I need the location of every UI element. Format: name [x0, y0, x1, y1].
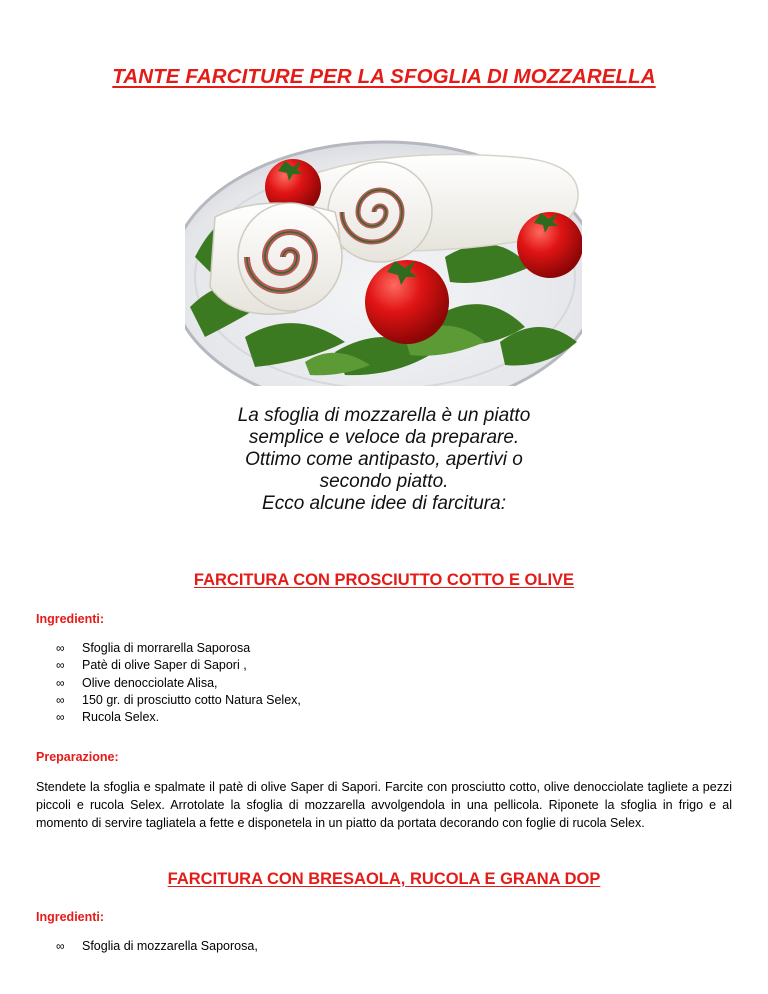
- list-item: ∞ Sfoglia di mozzarella Saporosa,: [56, 938, 258, 955]
- section-title-prosciutto: FARCITURA CON PROSCIUTTO COTTO E OLIVE: [193, 571, 575, 589]
- infinity-bullet-icon: ∞: [56, 675, 65, 690]
- ingredients-label: Ingredienti:: [36, 910, 105, 924]
- section-title-bresaola: FARCITURA CON BRESAOLA, RUCOLA E GRANA DOP: [167, 870, 601, 888]
- infinity-bullet-icon: ∞: [56, 692, 65, 707]
- page-title: TANTE FARCITURE PER LA SFOGLIA DI MOZZARELLA: [112, 65, 656, 88]
- intro-line: Ottimo come antipasto, apertivi o: [245, 449, 523, 470]
- ingredients-list: [56, 938, 258, 955]
- infinity-bullet-icon: ∞: [56, 939, 65, 953]
- preparation-text: Stendete la sfoglia e spalmate il patè di olive Saper di Sapori. Farcite con prosciutto cotto, olive denocciolate tagliete a pezzi piccoli e rucola Selex. Arrotolate la sfoglia di mozzarella avvolgendola in una pellicola. Riponete la sfoglia in frigo e al momento di servire tagliatela a fette e disponetela in un piatto da portata decorando con foglie di rucola Selex.: [36, 780, 732, 830]
- list-item: ∞ 150 gr. di prosciutto cotto Natura Selex,: [56, 692, 301, 709]
- intro-line: Ecco alcune idee di farcitura:: [262, 493, 506, 514]
- intro-text: [0, 405, 768, 515]
- list-item: ∞ Olive denocciolate Alisa,: [56, 675, 301, 692]
- infinity-bullet-icon: ∞: [56, 641, 65, 655]
- intro-line: semplice e veloce da preparare.: [248, 427, 520, 448]
- mozzarella-roll-photo: [185, 137, 582, 386]
- list-item: ∞ Patè di olive Saper di Sapori ,: [56, 657, 301, 674]
- list-item: ∞ Rucola Selex.: [56, 709, 301, 726]
- intro-line: La sfoglia di mozzarella è un piatto: [237, 405, 531, 426]
- infinity-bullet-icon: ∞: [56, 658, 65, 673]
- preparation-label: Preparazione:: [36, 750, 119, 764]
- ingredients-list: [56, 640, 301, 726]
- infinity-bullet-icon: ∞: [56, 710, 65, 725]
- intro-line: secondo piatto.: [319, 471, 449, 492]
- list-item: ∞ Sfoglia di morrarella Saporosa: [56, 640, 301, 657]
- ingredients-label: Ingredienti:: [36, 612, 105, 626]
